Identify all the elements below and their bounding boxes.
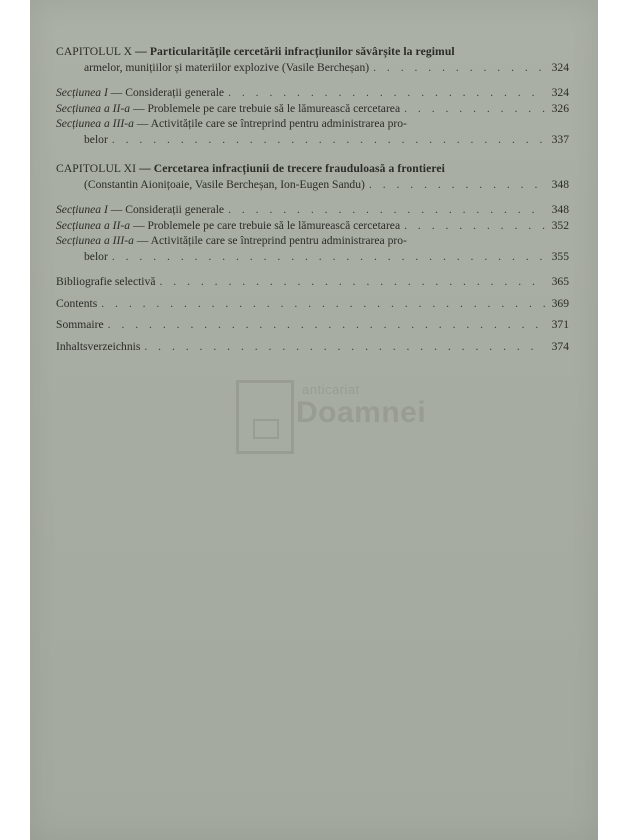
section-10-3-title-part2: belor <box>84 132 108 146</box>
toc-chapter-10 <box>56 44 569 75</box>
section-11-3-label: Secțiunea a III-a <box>56 234 134 247</box>
chapter-11-label: CAPITOLUL XI <box>56 162 137 175</box>
section-11-3-line1 <box>56 233 569 249</box>
section-11-1-page: 348 <box>551 203 569 216</box>
chapter-11-title-part1: — Cercetarea infracțiunii de trecere frauduloasă a frontierei <box>139 162 445 175</box>
dot-leader <box>159 274 545 290</box>
section-11-3-page: 355 <box>551 249 569 263</box>
section-10-3-line2 <box>56 132 569 148</box>
dot-leader <box>404 101 545 117</box>
sommaire-page: 371 <box>551 318 569 331</box>
bibliography-title: Bibliografie selectivă <box>56 275 156 288</box>
section-11-2-page: 352 <box>551 218 569 232</box>
section-10-2-label: Secțiunea a II-a <box>56 101 131 115</box>
watermark-logo <box>236 380 436 460</box>
watermark-book-icon <box>236 380 294 454</box>
toc-section-11-3 <box>56 233 569 264</box>
dot-leader <box>112 249 545 265</box>
chapter-11-title-line1 <box>56 161 569 177</box>
toc-section-10-1 <box>56 85 569 101</box>
inhaltsverzeichnis-page: 374 <box>551 339 569 353</box>
toc-contents <box>56 296 569 312</box>
dot-leader <box>108 317 545 333</box>
section-10-2-title: — Problemele pe care trebuie să le lămurească cercetarea <box>132 101 401 115</box>
chapter-10-page: 324 <box>551 60 569 74</box>
toc-section-10-2 <box>56 101 569 117</box>
section-11-3-line2 <box>56 249 569 265</box>
contents-page: 369 <box>551 296 569 310</box>
section-10-1-page: 324 <box>551 86 569 99</box>
book-page <box>30 0 598 840</box>
chapter-11-title-part2: (Constantin Aionițoaie, Vasile Bercheșan, Ion-Eugen Sandu) <box>84 177 365 191</box>
dot-leader <box>101 296 545 312</box>
section-10-3-label: Secțiunea a III-a <box>56 117 134 130</box>
sommaire-title: Sommaire <box>56 318 104 331</box>
toc-inhaltsverzeichnis <box>56 339 569 355</box>
chapter-10-title-line1 <box>56 44 569 60</box>
section-11-2-title: — Problemele pe care trebuie să le lămurească cercetarea <box>132 218 401 232</box>
section-10-2-page: 326 <box>551 101 569 115</box>
dot-leader <box>228 202 545 218</box>
toc-sommaire <box>56 317 569 333</box>
table-of-contents <box>56 44 569 354</box>
section-10-3-line1 <box>56 116 569 132</box>
contents-title: Contents <box>56 296 98 310</box>
dot-leader <box>112 132 545 148</box>
section-10-3-page: 337 <box>551 132 569 146</box>
chapter-10-label: CAPITOLUL X <box>56 45 133 58</box>
section-10-1-label: Secțiunea I <box>56 86 108 99</box>
dot-leader <box>369 177 545 193</box>
toc-chapter-11 <box>56 161 569 192</box>
bibliography-page: 365 <box>551 275 569 288</box>
chapter-10-title-part2: armelor, munițiilor și materiilor explozive (Vasile Bercheșan) <box>84 60 370 74</box>
chapter-10-title-line2 <box>56 60 569 76</box>
toc-section-10-3 <box>56 116 569 147</box>
watermark-big-text: Doamnei <box>296 396 427 429</box>
inhaltsverzeichnis-title: Inhaltsverzeichnis <box>56 339 141 353</box>
dot-leader <box>404 218 545 234</box>
section-11-2-label: Secțiunea a II-a <box>56 218 131 232</box>
chapter-11-page: 348 <box>551 177 569 191</box>
chapter-10-title-part1: — Particularitățile cercetării infracțiunilor săvârșite la regimul <box>135 45 455 58</box>
watermark-small-text: anticariat <box>302 382 360 397</box>
section-11-3-title-part1: — Activitățile care se întreprind pentru administrarea pro- <box>136 234 407 247</box>
section-11-1-label: Secțiunea I <box>56 203 108 216</box>
toc-section-11-2 <box>56 218 569 234</box>
toc-section-11-1 <box>56 202 569 218</box>
section-11-1-title: — Considerații generale <box>110 203 225 216</box>
section-10-1-title: — Considerații generale <box>110 86 225 99</box>
toc-bibliography <box>56 274 569 290</box>
dot-leader <box>228 85 545 101</box>
section-10-3-title-part1: — Activitățile care se întreprind pentru administrarea pro- <box>136 117 407 130</box>
section-11-3-title-part2: belor <box>84 249 108 263</box>
dot-leader <box>144 339 545 355</box>
chapter-11-title-line2 <box>56 177 569 193</box>
dot-leader <box>373 60 545 76</box>
